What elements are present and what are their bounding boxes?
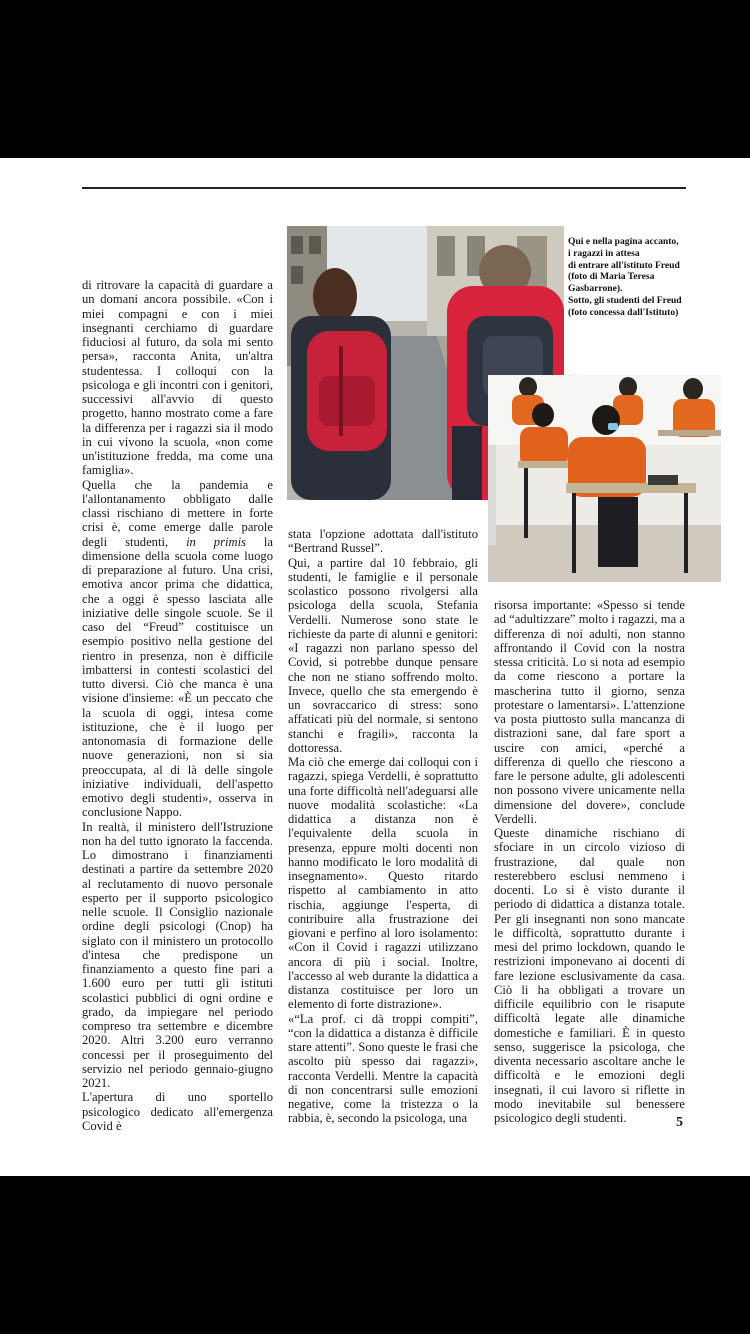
paragraph [82, 478, 273, 820]
photo-classroom [488, 375, 721, 582]
caption-line: Sotto, gli studenti del Freud [568, 294, 682, 306]
caption-line: (foto concessa dall'Istituto) [568, 306, 679, 318]
page-number: 5 [676, 1115, 683, 1130]
paragraph: stata l'opzione adottata dall'istituto “Bertrand Russel”. [288, 527, 478, 556]
caption-line: (foto di Maria Teresa Gasbarrone). [568, 271, 655, 295]
magazine-page [0, 158, 750, 1176]
article-column-1 [82, 278, 273, 1133]
top-rule [82, 187, 686, 189]
paragraph: In realtà, il ministero dell'Istruzione non ha del tutto ignorato la faccenda. Lo dimostrano i finanziamenti destinati a partire da settembre 2020 al reclutamento di nuovo personale esperto per il supporto psicologico nelle scuole. Il Consiglio nazionale ordine degli psicologi (Cnop) ha siglato con il ministero un protocollo d'intesa che predispone un finanziamento a questo fine pari a 1.600 euro per tutti gli istituti scolastici pubblici di ogni ordine e grado, da impiegare nel periodo compreso tra settembre e dicembre 2020. Altri 3.200 euro verranno concessi per il proseguimento del servizio nel periodo gennaio-giugno 2021. [82, 819, 273, 1090]
classroom-illustration [488, 375, 721, 582]
paragraph: di ritrovare la capacità di guardare a un domani ancora possibile. «Con i miei compagni e con i miei insegnanti cerchiamo di guardare fiduciosi al futuro, da sola mi sento persa», racconta Anita, un'altra studentessa. I colloqui con la psicologa e gli incontri con i genitori, successivi all'avvio di questo progetto, hanno mostrato come a fare la differenza per i ragazzi sia il modo in cui vivono la scuola, «non come un'istituzione fredda, ma come una famiglia». [82, 278, 273, 478]
paragraph: «“La prof. ci dà troppi compiti”, “con la didattica a distanza è difficile stare attenti”. Sono queste le frasi che ascolto più spesso dai ragazzi», racconta Verdelli. Mentre la capacità di non concentrarsi sulle emozioni negative, come la tristezza o la rabbia, è, secondo la psicologa, una [288, 1011, 478, 1126]
caption-line: i ragazzi in attesa [568, 247, 640, 259]
paragraph: risorsa importante: «Spesso si tende ad “adultizzare” molto i ragazzi, ma a differenza di noi adulti, non stanno affrontando il Covid con la nostra stessa criticità. Lo si nota ad esempio da come riescono a portare la mascherina tutto il giorno, senza protestare o lamentarsi». L'attenzione va posta piuttosto sulla mancanza di distrazioni sane, dal fare sport a uscire con amici, «perché a differenza di quello che riescono a fare le persone adulte, gli adolescenti non possono vivere unicamente nella dimensione del dovere», conclude Verdelli. [494, 598, 685, 826]
italic-phrase: in primis [186, 534, 246, 549]
caption-line: di entrare all'istituto Freud [568, 259, 680, 271]
paragraph: L'apertura di uno sportello psicologico dedicato all'emergenza Covid è [82, 1090, 273, 1133]
paragraph-text: la dimensione della scuola come luogo di preparazione al futuro. Una crisi, emotiva ancor prima che didattica, che a oggi è spesso lasciata alle iniziative delle singole scuole. Se il caso del “Freud” costituisce un esempio positivo nella gestione del rientro in presenza, non è difficile imbattersi in contesti scolastici del tutto diversi. Ciò che manca è una visione d'insieme: «È un peccato che la scuola di oggi, intesa come istituzione, che è il luogo per antonomasia di formazione delle nuove generazioni, non si sia preoccupata, al di là delle singole iniziative individuali, dell'aspetto emotivo degli studenti», osserva in conclusione Nappo. [82, 534, 273, 820]
paragraph-text: Quella che la pandemia e l'allontanamento obbligato dalle classi rischiano di mettere in forte crisi è, come emerge dalle parole degli studenti, [82, 477, 273, 549]
photo-caption [568, 236, 690, 319]
paragraph: Queste dinamiche rischiano di sfociare in un circolo vizioso di frustrazione, dal quale non resterebbero esclusi nemmeno i docenti. Lo si è visto durante il periodo di didattica a distanza totale. Per gli insegnanti non sono mancate le difficoltà, soprattutto durante i mesi del primo lockdown, quando le restrizioni imponevano ai docenti di fare lezione esclusivamente da casa. Ciò li ha obbligati a trovare un difficile equilibrio con le risapute difficoltà legate alle dinamiche domestiche e familiari. È in questo senso, suggerisce la psicologa, che diventa necessario ascoltare anche le difficoltà e le emozioni degli insegnati, il cui lavoro si riflette in modo inevitabile sul benessere psicologico degli studenti. [494, 826, 685, 1125]
article-column-3 [494, 598, 685, 1125]
caption-line: Qui e nella pagina accanto, [568, 236, 679, 247]
article-column-2 [288, 527, 478, 1126]
paragraph: Ma ciò che emerge dai colloqui con i ragazzi, spiega Verdelli, è soprattutto una forte difficoltà nell'adeguarsi alle nuove modalità scolastiche: «La didattica a distanza non è l'equivalente della scuola in presenza, eppure molti docenti non hanno modificato le loro modalità di insegnamento». Questo ritardo rispetto al cambiamento in atto rischia, aggiunge l'esperta, di contribuire alla frustrazione dei giovani e perfino al loro isolamento: «Con il Covid i ragazzi utilizzano ancora di più i social. Inoltre, l'accesso al web durante la didattica a distanza costituisce per loro un elemento di forte distrazione». [288, 755, 478, 1012]
paragraph: Qui, a partire dal 10 febbraio, gli studenti, le famiglie e il personale scolastico possono rivolgersi alla psicologa della scuola, Stefania Verdelli. Numerose sono state le richieste da parte di alunni e genitori: «I ragazzi non parlano spesso del Covid, si potrebbe dunque pensare che non ne stiano soffrendo molto. Invece, quello che sta emergendo è un sovraccarico di stress: sono affaticati più del normale, si sentono stanchi e fragili», racconta la dottoressa. [288, 555, 478, 755]
